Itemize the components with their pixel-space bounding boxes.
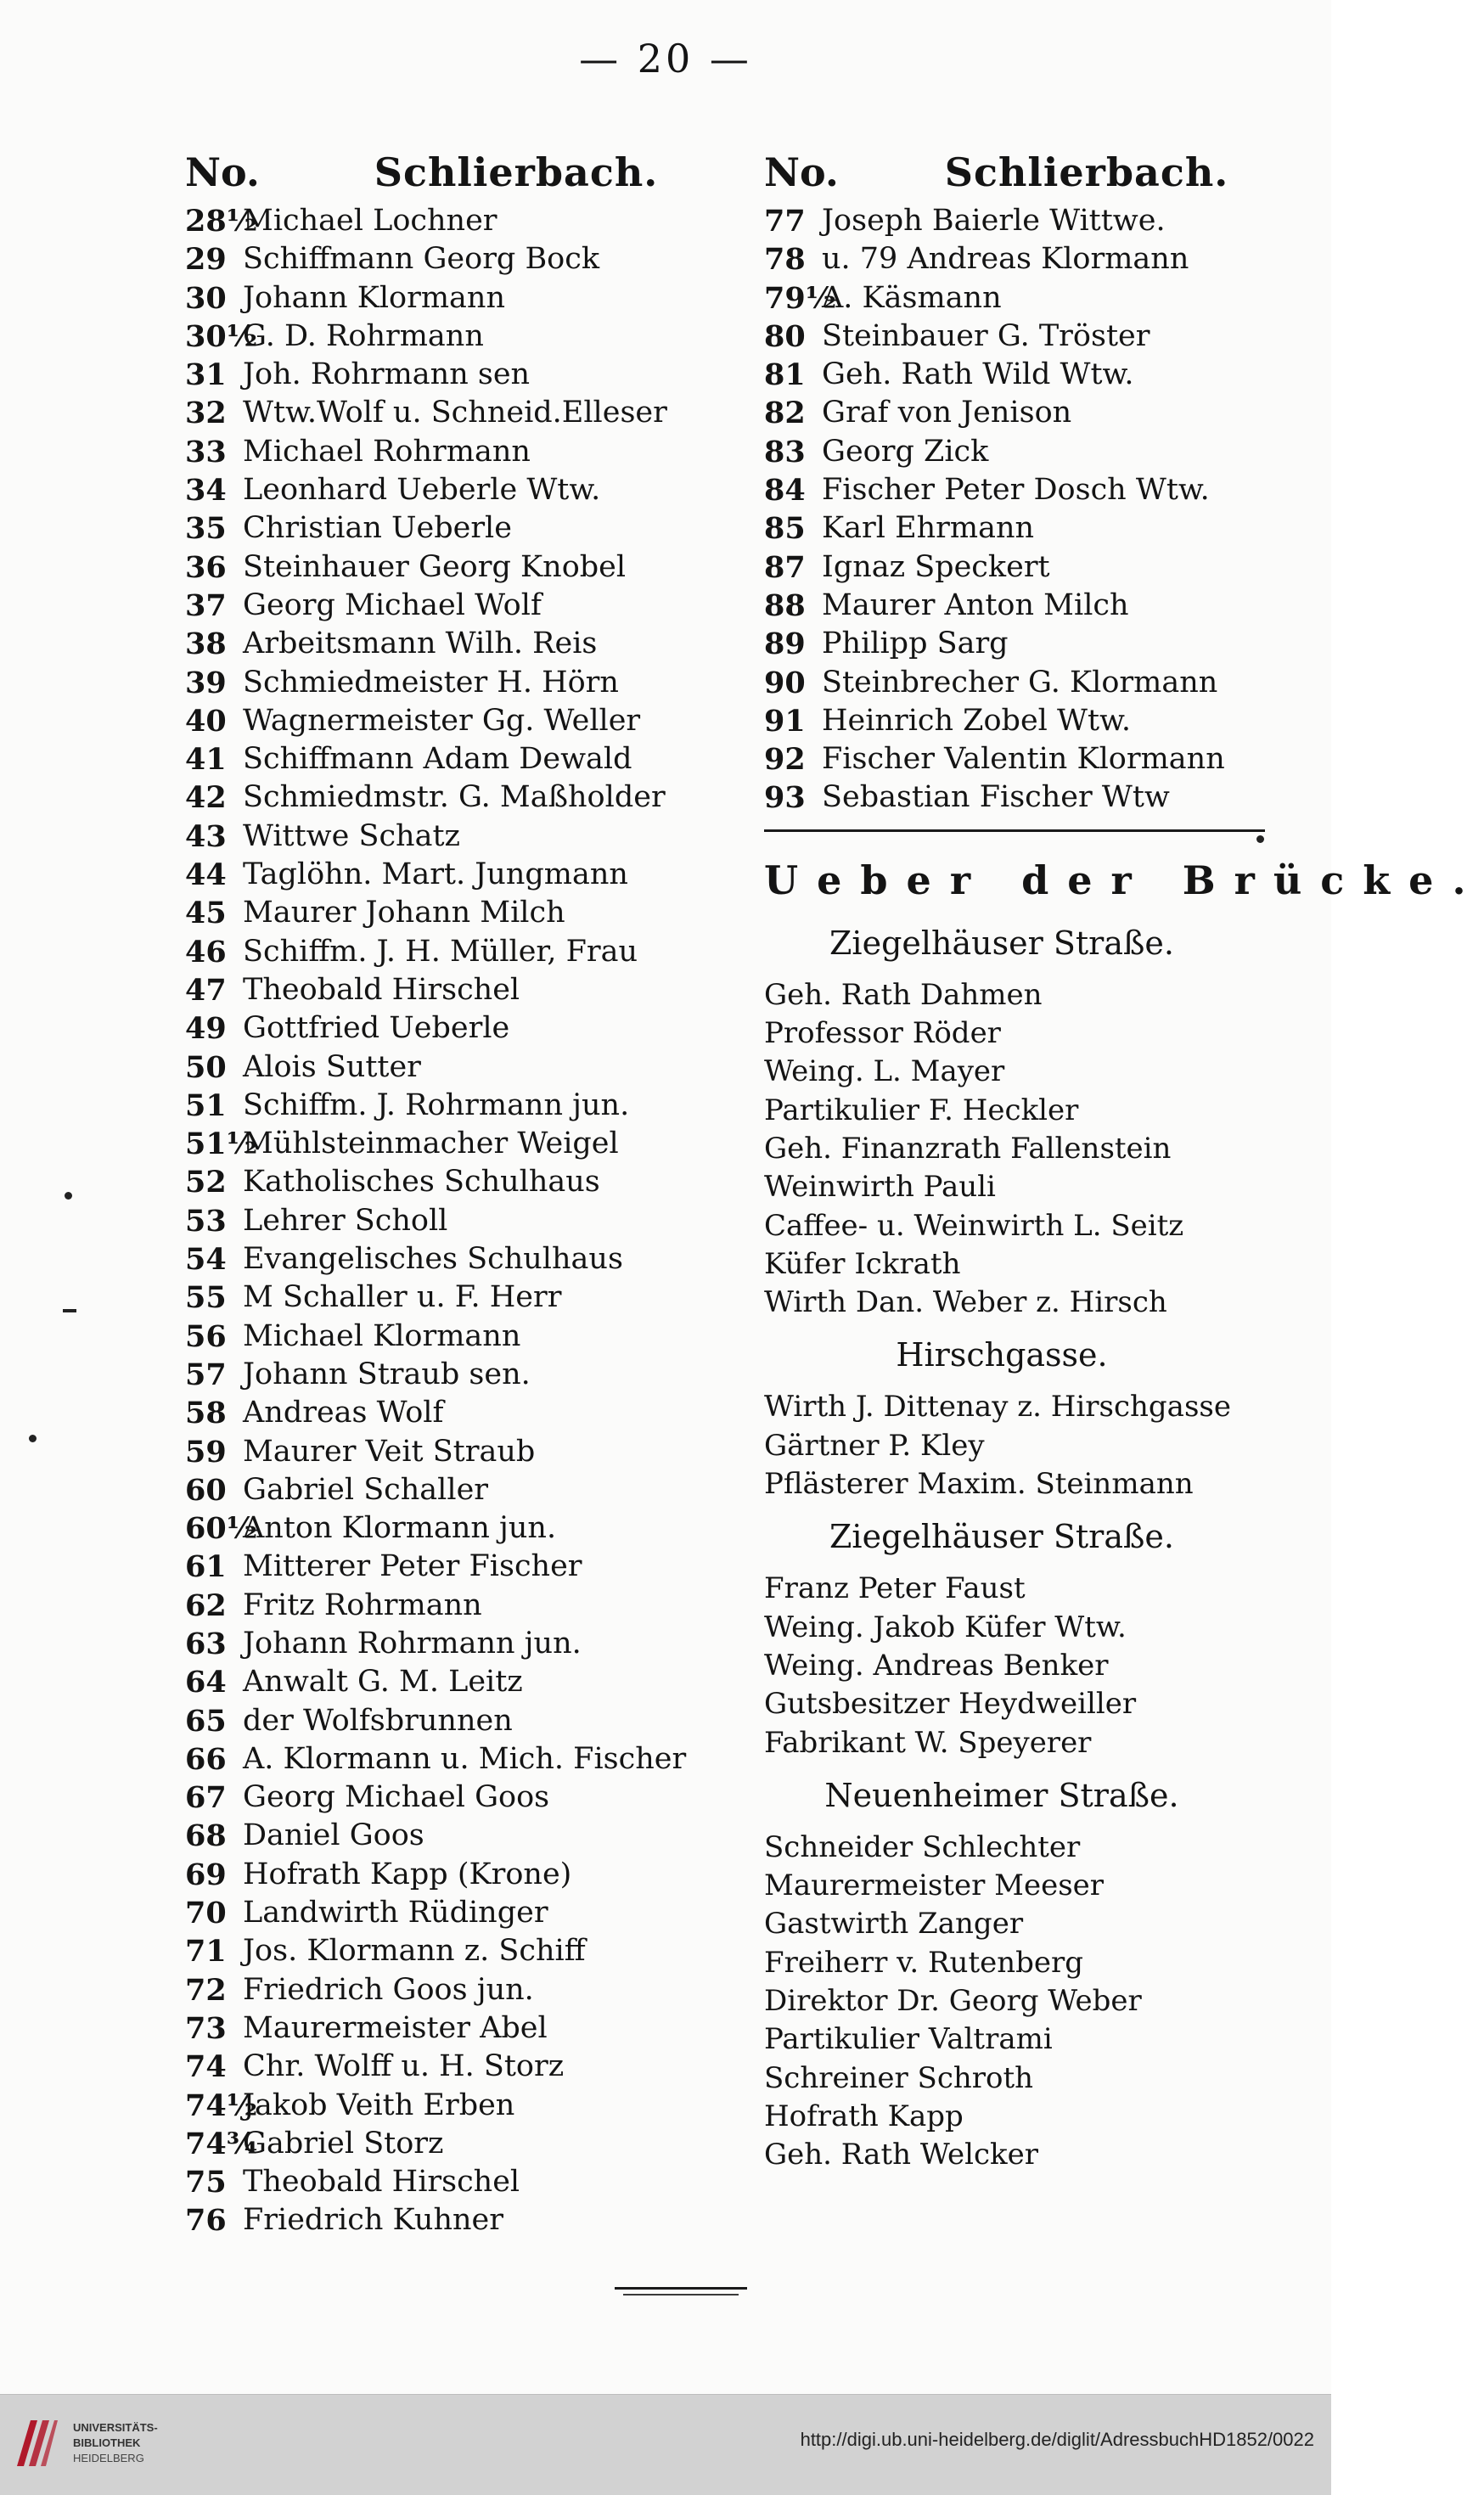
resident-name: Gottfried Ueberle (243, 1011, 510, 1046)
list-item (185, 548, 728, 587)
resident-name: Jos. Klormann z. Schiff (243, 1934, 586, 1969)
resident-name: Andreas Wolf (243, 1396, 444, 1430)
list-item: Freiherr v. Rutenberg (764, 1945, 1084, 1980)
resident-name: Michael Klormann (243, 1318, 521, 1353)
list-item (185, 1087, 728, 1125)
house-number: 92 (764, 742, 806, 778)
house-number: 32 (185, 396, 227, 431)
house-number: 90 (764, 665, 806, 700)
house-number: 38 (185, 627, 227, 662)
resident-name: Taglöhn. Mart. Jungmann (243, 857, 628, 892)
resident-name: Karl Ehrmann (822, 511, 1035, 546)
house-number: 58 (185, 1396, 227, 1431)
list-item (185, 433, 728, 471)
house-number: 36 (185, 549, 227, 585)
list-item (185, 1433, 728, 1471)
house-number: 71 (185, 1934, 227, 1970)
house-number: 51½ (185, 1127, 258, 1162)
list-item: Weing. Jakob Küfer Wtw. (764, 1610, 1127, 1644)
right-header-place: Schlierbach. (944, 149, 1229, 195)
section-title: Ueber der Brücke. (764, 857, 1484, 903)
house-number: 28½ (185, 204, 258, 239)
end-rule-secondary (623, 2294, 739, 2296)
house-number: 35 (185, 511, 227, 547)
list-item (185, 1125, 728, 1163)
resident-name: Steinhauer Georg Knobel (243, 549, 627, 584)
resident-name: Schmiedmstr. G. Maßholder (243, 780, 666, 815)
list-item (185, 2009, 728, 2048)
list-item (764, 702, 1290, 740)
resident-name: Georg Michael Wolf (243, 587, 542, 622)
list-item: Professor Röder (764, 1016, 1001, 1051)
resident-name: Hofrath Kapp (Krone) (243, 1857, 572, 1891)
resident-name: Schiffmann Georg Bock (243, 242, 600, 277)
resident-name: Lehrer Scholl (243, 1203, 448, 1238)
list-item (764, 279, 1290, 317)
list-item: Geh. Finanzrath Fallenstein (764, 1131, 1172, 1166)
left-entry-list (185, 202, 728, 2240)
logo-line-2: BIBLIOTHEK (73, 2436, 141, 2449)
list-item (764, 548, 1290, 587)
house-number: 42 (185, 780, 227, 816)
left-column-header (185, 143, 728, 202)
list-item (185, 1587, 728, 1625)
house-number: 37 (185, 587, 227, 623)
house-number: 46 (185, 934, 227, 969)
list-item (185, 933, 728, 971)
resident-name: Gabriel Schaller (243, 1472, 489, 1507)
house-number: 39 (185, 665, 227, 700)
list-item (764, 509, 1290, 548)
resident-name: Leonhard Ueberle Wtw. (243, 473, 601, 508)
list-item (185, 664, 728, 702)
house-number: 30½ (185, 318, 258, 354)
resident-name: Schiffm. J. Rohrmann jun. (243, 1087, 630, 1122)
list-item (185, 1625, 728, 1663)
house-number: 60 (185, 1472, 227, 1508)
house-number: 30 (185, 280, 227, 316)
scan-speck (65, 1192, 72, 1200)
list-item: Maurermeister Meeser (764, 1868, 1105, 1903)
list-item (185, 509, 728, 548)
house-number: 64 (185, 1665, 227, 1700)
list-item (185, 702, 728, 740)
resident-name: Schiffm. J. H. Müller, Frau (243, 934, 638, 969)
list-item (185, 240, 728, 278)
street-title: Hirschgasse. (896, 1336, 1108, 1374)
list-item: Gärtner P. Kley (764, 1428, 985, 1463)
resident-name: Wittwe Schatz (243, 818, 460, 853)
resident-name: Schmiedmeister H. Hörn (243, 665, 619, 700)
house-number: 29 (185, 242, 227, 278)
street-title: Ziegelhäuser Straße. (829, 1518, 1174, 1556)
right-entry-list (764, 202, 1290, 818)
resident-name: Ignaz Speckert (822, 549, 1050, 584)
house-number: 40 (185, 703, 227, 739)
resident-name: Wtw.Wolf u. Schneid.Elleser (243, 396, 667, 430)
list-item (185, 1971, 728, 2009)
list-item (185, 1509, 728, 1548)
house-number: 53 (185, 1203, 227, 1239)
list-item (764, 433, 1290, 471)
house-number: 55 (185, 1280, 227, 1316)
list-item: Küfer Ickrath (764, 1246, 961, 1281)
list-item (185, 625, 728, 663)
resident-name: Georg Zick (822, 434, 989, 469)
list-item (185, 279, 728, 317)
house-number: 45 (185, 896, 227, 931)
house-number: 82 (764, 396, 806, 431)
house-number: 51 (185, 1087, 227, 1123)
house-number: 69 (185, 1857, 227, 1892)
list-item (764, 317, 1290, 356)
list-item (764, 202, 1290, 240)
list-item (185, 1817, 728, 1855)
list-item (764, 625, 1290, 663)
resident-name: Heinrich Zobel Wtw. (822, 703, 1131, 738)
house-number: 74¾ (185, 2126, 258, 2161)
house-number: 41 (185, 742, 227, 778)
house-number: 76 (185, 2203, 227, 2239)
house-number: 75 (185, 2165, 227, 2200)
logo-line-1: UNIVERSITÄTS- (73, 2421, 158, 2434)
resident-name: Maurermeister Abel (243, 2010, 548, 2045)
resident-name: Alois Sutter (243, 1049, 421, 1084)
resident-name: Graf von Jenison (822, 396, 1072, 430)
house-number: 59 (185, 1434, 227, 1469)
resident-name: Maurer Anton Milch (822, 587, 1129, 622)
list-item (185, 778, 728, 817)
house-number: 31 (185, 357, 227, 393)
scan-speck (29, 1435, 37, 1442)
house-number: 56 (185, 1318, 227, 1354)
list-item (764, 356, 1290, 394)
resident-name: Michael Rohrmann (243, 434, 531, 469)
scan-speck (63, 1309, 76, 1312)
list-item: Hofrath Kapp (764, 2099, 964, 2133)
resident-name: Evangelisches Schulhaus (243, 1242, 623, 1277)
house-number: 54 (185, 1242, 227, 1278)
list-item (185, 1856, 728, 1894)
house-number: 33 (185, 434, 227, 469)
house-number: 74½ (185, 2088, 258, 2123)
house-number: 34 (185, 473, 227, 509)
house-number: 93 (764, 780, 806, 816)
resident-name: u. 79 Andreas Klormann (822, 242, 1189, 277)
resident-name: Steinbauer G. Tröster (822, 318, 1150, 353)
street-title: Neuenheimer Straße. (824, 1776, 1179, 1814)
left-header-no: No. (185, 149, 260, 195)
street-list (764, 910, 1290, 2175)
right-header-no: No. (764, 149, 839, 195)
list-item (185, 1548, 728, 1586)
house-number: 81 (764, 357, 806, 393)
list-item: Wirth J. Dittenay z. Hirschgasse (764, 1390, 1231, 1425)
list-item: Direktor Dr. Georg Weber (764, 1983, 1142, 2018)
house-number: 67 (185, 1780, 227, 1816)
resident-name: Johann Rohrmann jun. (243, 1626, 582, 1661)
viewer-footer (0, 2394, 1331, 2495)
page-number: — 20 — (579, 36, 752, 81)
house-number: 47 (185, 972, 227, 1008)
list-item (185, 394, 728, 432)
list-item (185, 1202, 728, 1240)
resident-name: Philipp Sarg (822, 627, 1009, 661)
list-item (185, 1163, 728, 1201)
list-item (185, 1009, 728, 1048)
list-item (764, 471, 1290, 509)
list-item (185, 1779, 728, 1817)
house-number: 77 (764, 204, 806, 239)
list-item: Schreiner Schroth (764, 2060, 1034, 2095)
resident-name: Maurer Johann Milch (243, 896, 565, 930)
house-number: 62 (185, 1587, 227, 1623)
list-item: Weing. L. Mayer (764, 1054, 1005, 1089)
list-item: Weinwirth Pauli (764, 1170, 996, 1205)
list-item (185, 2163, 728, 2201)
resident-name: G. D. Rohrmann (243, 318, 484, 353)
list-item (185, 356, 728, 394)
house-number: 91 (764, 703, 806, 739)
house-number: 57 (185, 1357, 227, 1392)
house-number: 88 (764, 587, 806, 623)
list-item: Pflästerer Maxim. Steinmann (764, 1467, 1194, 1502)
list-item (185, 1240, 728, 1278)
list-item: Fabrikant W. Speyerer (764, 1725, 1092, 1760)
list-item (185, 317, 728, 356)
resident-name: Friedrich Goos jun. (243, 1972, 534, 2007)
house-number: 65 (185, 1703, 227, 1739)
resident-name: Geh. Rath Wild Wtw. (822, 357, 1134, 392)
resident-name: Maurer Veit Straub (243, 1434, 536, 1469)
left-column (185, 143, 728, 2240)
house-number: 73 (185, 2010, 227, 2046)
list-item (185, 1318, 728, 1356)
list-item (185, 1471, 728, 1509)
house-number: 78 (764, 242, 806, 278)
list-item (185, 2201, 728, 2239)
list-item (185, 1932, 728, 1970)
list-item (185, 587, 728, 625)
resident-name: Joseph Baierle Wittwe. (822, 204, 1166, 238)
resident-name: Joh. Rohrmann sen (243, 357, 531, 392)
logo-line-3: HEIDELBERG (73, 2452, 144, 2464)
house-number: 66 (185, 1741, 227, 1777)
house-number: 44 (185, 857, 227, 893)
resident-name: Michael Lochner (243, 204, 497, 238)
list-item (185, 740, 728, 778)
left-header-place: Schlierbach. (374, 149, 659, 195)
library-logo-text (73, 2420, 158, 2466)
house-number: 89 (764, 627, 806, 662)
house-number: 49 (185, 1011, 227, 1047)
resident-name: A. Klormann u. Mich. Fischer (243, 1741, 687, 1776)
list-item (185, 202, 728, 240)
resident-name: Sebastian Fischer Wtw (822, 780, 1170, 815)
resident-name: Chr. Wolff u. H. Storz (243, 2049, 565, 2084)
right-column (764, 143, 1484, 2174)
list-item (185, 2048, 728, 2086)
list-item (185, 1663, 728, 1701)
resident-name: A. Käsmann (822, 280, 1002, 315)
resident-name: Arbeitsmann Wilh. Reis (243, 627, 598, 661)
list-item: Franz Peter Faust (764, 1571, 1026, 1606)
resident-name: Fischer Peter Dosch Wtw. (822, 473, 1210, 508)
list-item (185, 971, 728, 1009)
resident-name: Theobald Hirschel (243, 2165, 520, 2200)
list-item (185, 818, 728, 856)
resident-name: Katholisches Schulhaus (243, 1165, 600, 1200)
resident-name: Landwirth Rüdinger (243, 1896, 548, 1930)
list-item: Wirth Dan. Weber z. Hirsch (764, 1285, 1167, 1320)
house-number: 63 (185, 1626, 227, 1661)
section-divider (764, 829, 1265, 832)
right-column-header (764, 143, 1290, 202)
resident-name: Christian Ueberle (243, 511, 512, 546)
house-number: 50 (185, 1049, 227, 1085)
resident-name: Steinbrecher G. Klormann (822, 665, 1218, 700)
list-item (185, 1278, 728, 1317)
list-item (764, 664, 1290, 702)
resident-name: Schiffmann Adam Dewald (243, 742, 632, 777)
resident-name: Mitterer Peter Fischer (243, 1549, 582, 1584)
scan-speck (1256, 835, 1264, 843)
source-url-link[interactable]: http://digi.ub.uni-heidelberg.de/diglit/AdressbuchHD1852/0022 (800, 2429, 1314, 2450)
list-item (185, 1702, 728, 1740)
list-item (185, 856, 728, 894)
list-item (185, 1048, 728, 1087)
house-number: 52 (185, 1165, 227, 1200)
house-number: 87 (764, 549, 806, 585)
house-number: 60½ (185, 1511, 258, 1547)
list-item (764, 740, 1290, 778)
list-item (185, 1356, 728, 1394)
resident-name: M Schaller u. F. Herr (243, 1280, 562, 1315)
resident-name: Daniel Goos (243, 1818, 424, 1853)
list-item (764, 240, 1290, 278)
house-number: 83 (764, 434, 806, 469)
list-item (185, 2087, 728, 2125)
resident-name: Johann Straub sen. (243, 1357, 531, 1391)
house-number: 74 (185, 2049, 227, 2085)
list-item: Partikulier F. Heckler (764, 1093, 1079, 1127)
resident-name: Fischer Valentin Klormann (822, 742, 1225, 777)
resident-name: Johann Klormann (243, 280, 506, 315)
house-number: 43 (185, 818, 227, 854)
house-number: 80 (764, 318, 806, 354)
list-item: Caffee- u. Weinwirth L. Seitz (764, 1208, 1184, 1243)
list-item: Gutsbesitzer Heydweiller (764, 1687, 1137, 1722)
resident-name: der Wolfsbrunnen (243, 1703, 513, 1738)
list-item (764, 394, 1290, 432)
resident-name: Mühlsteinmacher Weigel (243, 1127, 619, 1161)
house-number: 85 (764, 511, 806, 547)
resident-name: Anwalt G. M. Leitz (243, 1665, 523, 1700)
house-number: 84 (764, 473, 806, 509)
resident-name: Georg Michael Goos (243, 1780, 550, 1815)
list-item: Geh. Rath Welcker (764, 2138, 1038, 2172)
list-item (185, 1740, 728, 1779)
house-number: 61 (185, 1549, 227, 1585)
resident-name: Wagnermeister Gg. Weller (243, 703, 641, 738)
resident-name: Gabriel Storz (243, 2126, 444, 2161)
street-title: Ziegelhäuser Straße. (829, 924, 1174, 962)
resident-name: Theobald Hirschel (243, 972, 520, 1007)
list-item (764, 587, 1290, 625)
list-item: Schneider Schlechter (764, 1829, 1081, 1864)
list-item: Weing. Andreas Benker (764, 1648, 1109, 1683)
house-number: 72 (185, 1972, 227, 2008)
list-item: Geh. Rath Dahmen (764, 977, 1043, 1012)
house-number: 79½ (764, 280, 837, 316)
resident-name: Friedrich Kuhner (243, 2203, 503, 2238)
list-item (185, 471, 728, 509)
list-item (764, 778, 1290, 817)
list-item (185, 1394, 728, 1432)
university-library-logo-icon (12, 2415, 59, 2471)
resident-name: Fritz Rohrmann (243, 1587, 482, 1622)
list-item (185, 894, 728, 932)
end-rule (615, 2287, 747, 2290)
list-item (185, 2125, 728, 2163)
house-number: 70 (185, 1896, 227, 1931)
list-item: Gastwirth Zanger (764, 1907, 1024, 1941)
list-item (185, 1894, 728, 1932)
list-item: Partikulier Valtrami (764, 2022, 1053, 2057)
resident-name: Anton Klormann jun. (243, 1511, 557, 1546)
resident-name: Jakob Veith Erben (243, 2088, 515, 2122)
house-number: 68 (185, 1818, 227, 1854)
